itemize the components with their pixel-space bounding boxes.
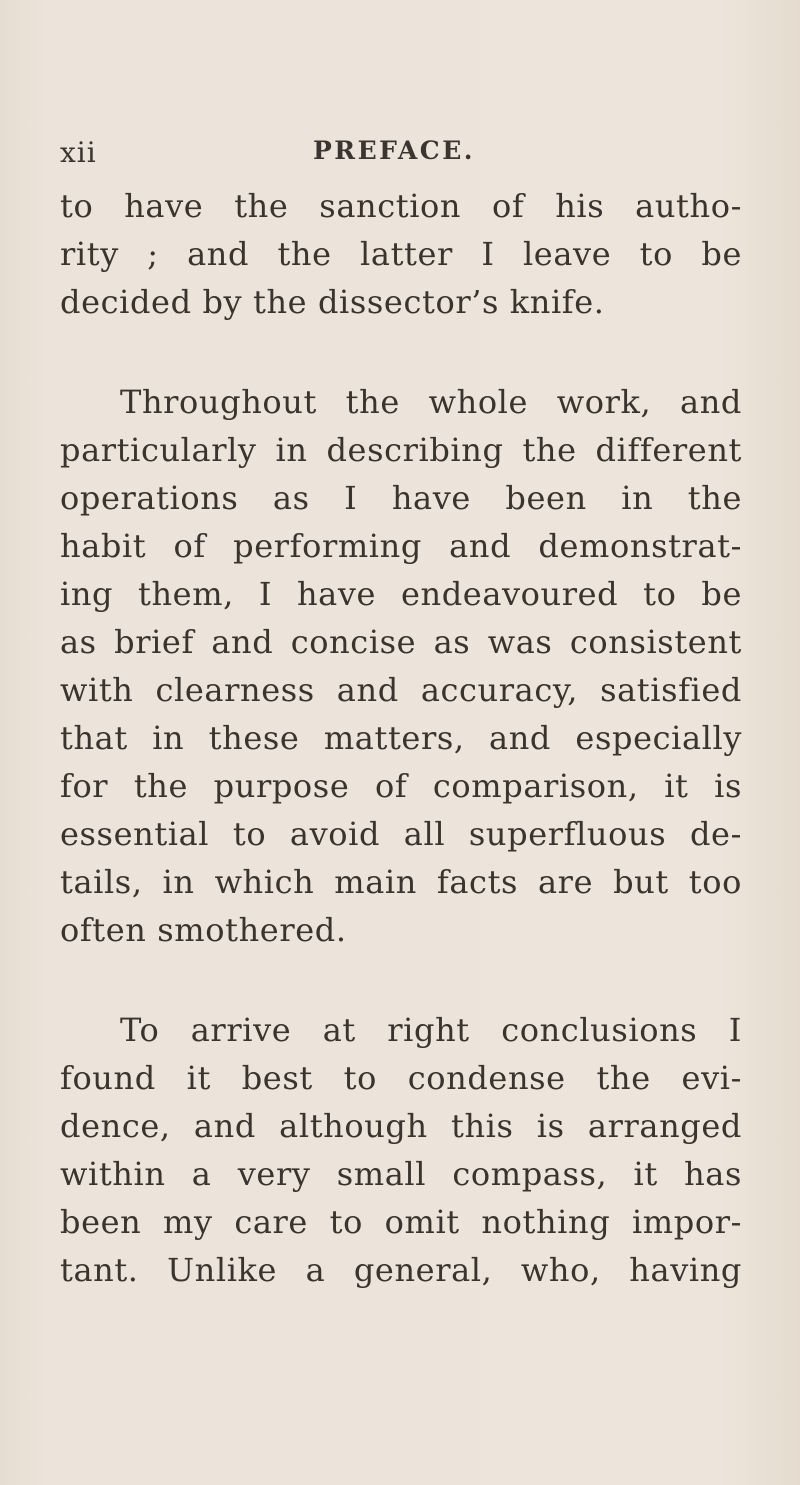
text-line: with clearness and accuracy, satisfied xyxy=(60,671,742,709)
text-line: operations as I have been in the xyxy=(60,479,742,517)
text-line: Throughout the whole work, and xyxy=(120,383,742,421)
page-header xyxy=(60,136,760,176)
text-line: particularly in describing the different xyxy=(60,431,742,469)
text-line: been my care to omit nothing impor- xyxy=(60,1203,742,1241)
text-line: dence, and although this is arranged xyxy=(60,1107,742,1145)
text-line: found it best to condense the evi- xyxy=(60,1059,742,1097)
text-line: habit of performing and demonstrat- xyxy=(60,527,742,565)
text-line: rity ; and the latter I leave to be xyxy=(60,235,742,273)
text-line: To arrive at right conclusions I xyxy=(120,1011,742,1049)
paragraph-1 xyxy=(60,182,742,326)
text-line: often smothered. xyxy=(60,911,347,949)
text-line: to have the sanction of his autho- xyxy=(60,187,742,225)
paragraph-2 xyxy=(60,378,742,954)
text-line: decided by the dissector’s knife. xyxy=(60,283,605,321)
text-line: within a very small compass, it has xyxy=(60,1155,742,1193)
text-line: tails, in which main facts are but too xyxy=(60,863,742,901)
text-line: essential to avoid all superfluous de- xyxy=(60,815,742,853)
page-number: xii xyxy=(60,136,97,169)
running-head: PREFACE. xyxy=(313,136,475,165)
paragraph-3 xyxy=(60,1006,742,1294)
text-line: tant. Unlike a general, who, having xyxy=(60,1251,742,1289)
text-line: ing them, I have endeavoured to be xyxy=(60,575,742,613)
text-line: for the purpose of comparison, it is xyxy=(60,767,742,805)
text-line: as brief and concise as was consistent xyxy=(60,623,742,661)
body-text xyxy=(60,182,742,1294)
text-line: that in these matters, and especially xyxy=(60,719,742,757)
